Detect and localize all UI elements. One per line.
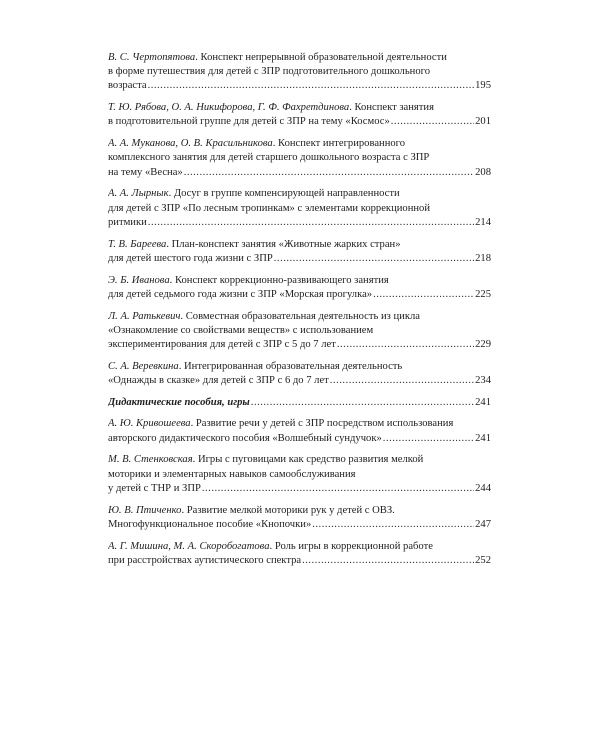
title-text: в форме путешествия для детей с ЗПР подготовительного дошкольного [108, 66, 430, 78]
toc-line-text [108, 432, 382, 446]
toc-line: А. Г. Мишина, М. А. Скоробогатова. Роль игры в коррекционной работе [108, 540, 433, 552]
toc-line [108, 468, 491, 482]
toc-entry [108, 540, 491, 568]
author-name: Т. В. Бареева [108, 238, 167, 250]
toc-entry [108, 274, 491, 302]
toc-line-text [108, 79, 147, 93]
toc-line-text [108, 288, 372, 302]
title-text: «Ознакомление со свойствами веществ» с использованием [108, 324, 374, 336]
title-text: Конспект интегрированного [278, 138, 406, 150]
toc-line [108, 151, 491, 165]
title-text: Конспект непрерывной образовательной деятельности [200, 52, 447, 63]
toc-line-text [108, 166, 183, 180]
section-heading-text: Дидактические пособия, игры [108, 396, 250, 408]
page-number: 241 [475, 396, 491, 408]
table-of-contents [108, 51, 491, 576]
toc-section-heading [108, 396, 491, 410]
author-name: А. Ю. Кривошеева [108, 418, 191, 430]
toc-line: А. А. Муканова, О. В. Красильникова. Конспект интегрированного [108, 138, 406, 150]
author-name: Л. А. Ратькевич [108, 310, 181, 322]
author-name: М. В. Стенковская [108, 454, 193, 466]
toc-entry [108, 504, 491, 532]
toc-entry [108, 310, 491, 353]
toc-line [108, 396, 491, 410]
title-text: у детей с ТНР и ЗПР [108, 482, 201, 494]
dot-leader [148, 216, 474, 230]
dot-leader [184, 166, 474, 180]
page-number: 252 [475, 554, 491, 566]
toc-line [108, 115, 491, 129]
dot-leader [274, 252, 474, 266]
author-name: С. А. Веревкина [108, 360, 179, 372]
toc-line [108, 65, 491, 79]
toc-entry [108, 417, 491, 445]
page-number: 234 [475, 375, 491, 387]
dot-leader [302, 554, 474, 568]
dot-leader [337, 338, 474, 352]
title-text: Досуг в группе компенсирующей направленности [173, 188, 400, 200]
toc-line: М. В. Стенковская. Игры с пуговицами как средство развития мелкой [108, 454, 424, 466]
dot-leader [383, 432, 474, 446]
toc-line-text [108, 482, 201, 496]
title-text: План-конспект занятия «Животные жарких стран» [171, 238, 401, 250]
title-text: Развитие речи у детей с ЗПР посредством использования [195, 418, 454, 430]
title-text: Игры с пуговицами как средство развития мелкой [197, 454, 424, 466]
author-name: А. А. Муканова, О. В. Красильникова [108, 138, 273, 150]
toc-line [108, 288, 491, 302]
toc-line [108, 554, 491, 568]
dot-leader [202, 482, 474, 496]
dot-leader [330, 374, 474, 388]
title-text: для детей шестого года жизни с ЗПР [108, 252, 273, 264]
toc-line [108, 216, 491, 230]
title-text: моторики и элементарных навыков самообслуживания [108, 468, 356, 480]
title-text: комплексного занятия для детей старшего дошкольного возраста с ЗПР [108, 152, 430, 164]
toc-line: В. С. Чертопятова. Конспект непрерывной образовательной деятельности [108, 52, 447, 63]
page-number: 244 [475, 482, 491, 494]
toc-line [108, 202, 491, 216]
toc-line-text [108, 554, 301, 568]
toc-line-text [108, 338, 336, 352]
author-name: А. Г. Мишина, М. А. Скоробогатова [108, 540, 270, 552]
title-text: Конспект коррекционно-развивающего занятия [174, 274, 389, 286]
title-text: «Однажды в сказке» для детей с ЗПР с 6 до 7 лет [108, 375, 329, 387]
author-name: А. А. Лырнык [108, 188, 169, 200]
toc-line: С. А. Веревкина. Интегрированная образовательная деятельность [108, 360, 403, 372]
page-number: 241 [475, 432, 491, 444]
toc-entry [108, 137, 491, 180]
toc-line-text [108, 216, 147, 230]
toc-entry [108, 453, 491, 496]
page-number: 214 [475, 216, 491, 228]
title-text: при расстройствах аутистического спектра [108, 554, 302, 566]
author-name: Ю. В. Птиченко [108, 504, 182, 516]
page-number: 201 [475, 116, 491, 128]
toc-line [108, 482, 491, 496]
toc-line [108, 518, 491, 532]
toc-line [108, 432, 491, 446]
title-text: для детей с ЗПР «По лесным тропинкам» с элементами коррекционной [108, 202, 431, 214]
dot-leader [148, 79, 475, 93]
toc-line: Ю. В. Птиченко. Развитие мелкой моторики рук у детей с ОВЗ. [108, 504, 395, 516]
toc-line: Л. А. Ратькевич. Совместная образовательная деятельность из цикла [108, 310, 420, 322]
toc-line-text [108, 115, 390, 129]
dot-leader [391, 115, 474, 129]
toc-line [108, 166, 491, 180]
toc-entry [108, 360, 491, 388]
page-number: 218 [475, 252, 491, 264]
title-text: Интегрированная образовательная деятельность [184, 360, 403, 372]
title-text: Многофункциональное пособие «Кнопочки» [108, 518, 312, 530]
toc-line-text [108, 252, 273, 266]
page-number: 229 [475, 339, 491, 351]
toc-line: А. Ю. Кривошеева. Развитие речи у детей с ЗПР посредством использования [108, 418, 454, 430]
toc-entry [108, 51, 491, 94]
toc-entry [108, 238, 491, 266]
toc-line [108, 252, 491, 266]
title-text: Конспект занятия [354, 102, 434, 114]
toc-line [108, 79, 491, 93]
author-name: В. С. Чертопятова [108, 52, 196, 63]
title-text: Совместная образовательная деятельность из цикла [185, 310, 420, 322]
title-text: для детей седьмого года жизни с ЗПР «Морская прогулка» [108, 288, 373, 300]
toc-line [108, 324, 491, 338]
title-text: на тему «Весна» [108, 166, 183, 178]
dot-leader [251, 396, 474, 410]
page-number: 208 [475, 166, 491, 178]
toc-line: А. А. Лырнык. Досуг в группе компенсирующей направленности [108, 188, 400, 200]
title-text: ритмики [108, 216, 147, 228]
toc-line: Э. Б. Иванова. Конспект коррекционно-развивающего занятия [108, 274, 389, 286]
page-number: 195 [475, 80, 491, 92]
toc-line: Т. В. Бареева. План-конспект занятия «Животные жарких стран» [108, 238, 401, 250]
toc-line [108, 338, 491, 352]
toc-line: Т. Ю. Рябова, О. А. Никифорова, Г. Ф. Фахретдинова. Конспект занятия [108, 102, 434, 114]
toc-line-text [108, 374, 329, 388]
dot-leader [373, 288, 474, 302]
title-text: Развитие мелкой моторики рук у детей с ОВЗ. [186, 504, 395, 516]
toc-line [108, 374, 491, 388]
author-name: Т. Ю. Рябова, О. А. Никифорова, Г. Ф. Фахретдинова [108, 102, 350, 114]
author-name: Э. Б. Иванова [108, 274, 170, 286]
page-number: 247 [475, 518, 491, 530]
page-number: 225 [475, 288, 491, 300]
dot-leader [312, 518, 474, 532]
toc-line-text [108, 518, 311, 532]
title-text: авторского дидактического пособия «Волшебный сундучок» [108, 432, 382, 444]
title-text: экспериментирования для детей с ЗПР с 5 до 7 лет [108, 339, 336, 351]
title-text: возраста [108, 80, 147, 92]
title-text: Роль игры в коррекционной работе [274, 540, 433, 552]
toc-entry [108, 101, 491, 129]
title-text: в подготовительной группе для детей с ЗПР на тему «Космос» [108, 116, 390, 128]
toc-entry [108, 187, 491, 230]
